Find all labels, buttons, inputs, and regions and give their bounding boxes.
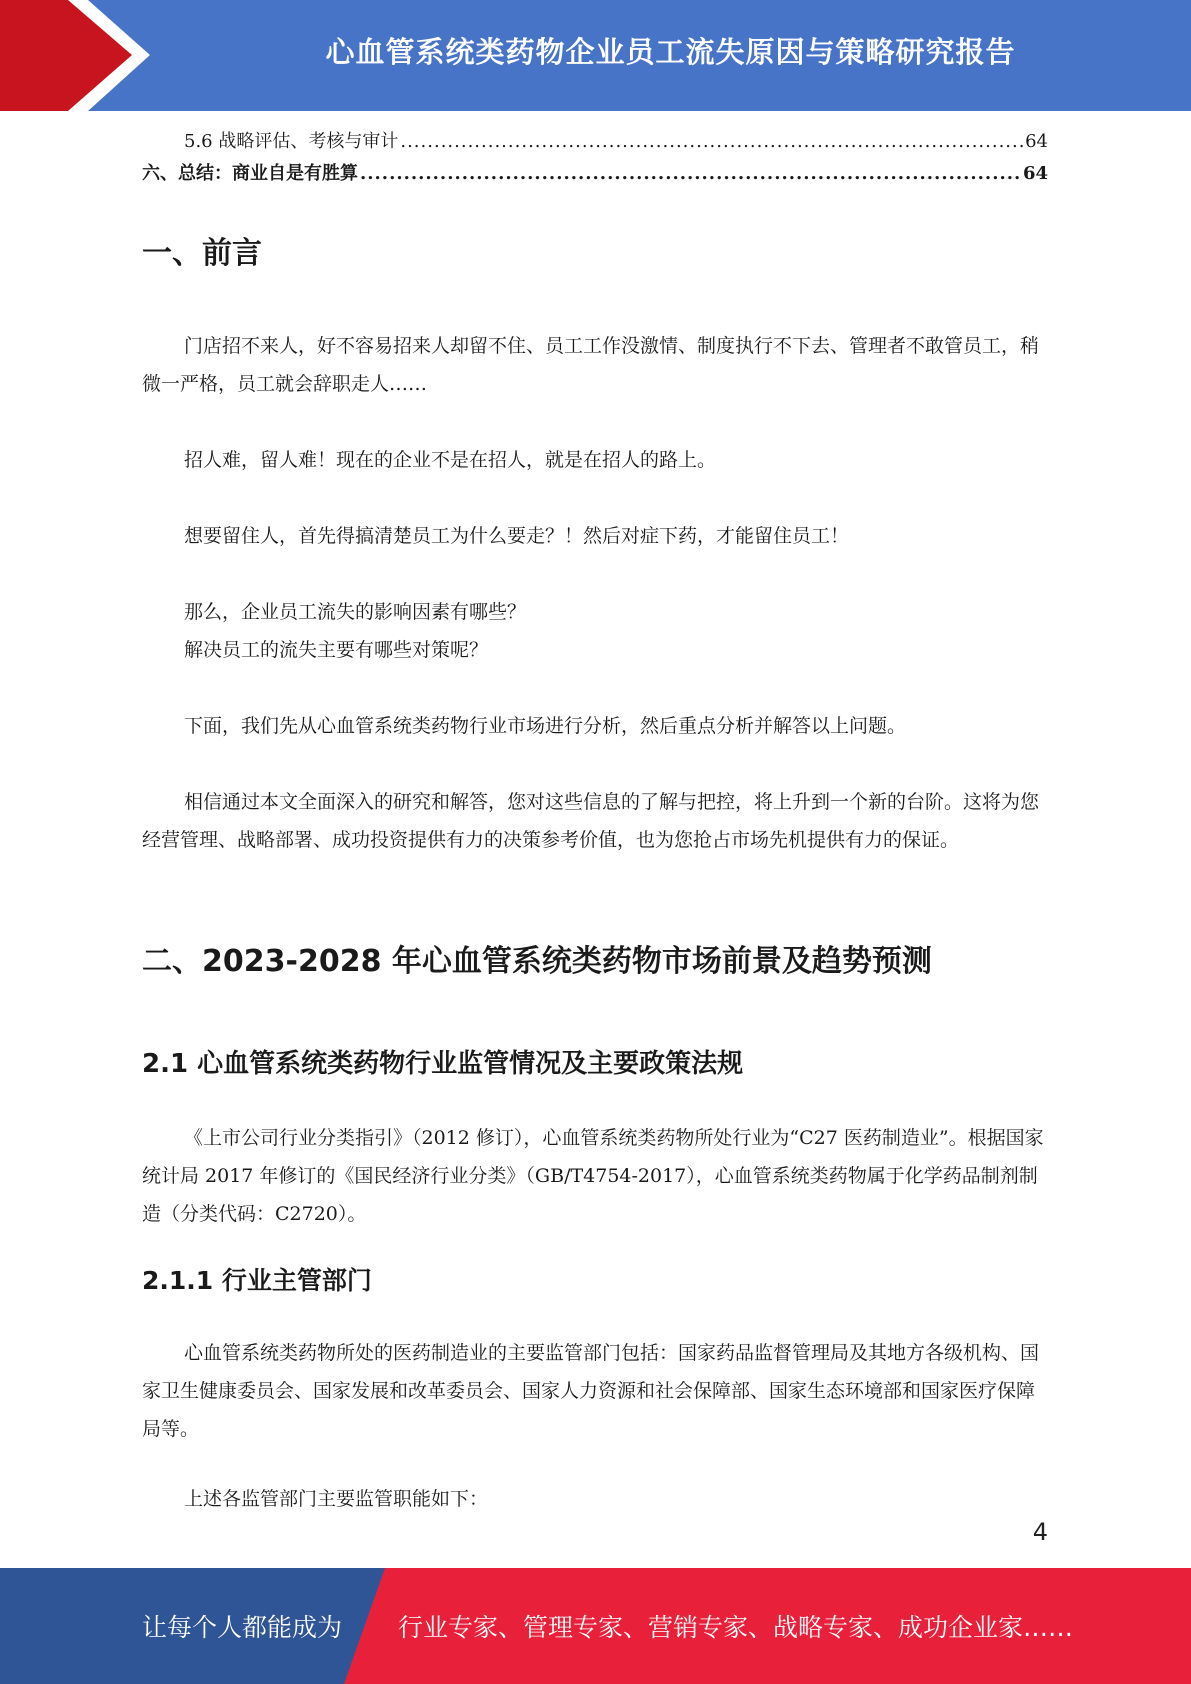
section-heading-market-outlook: 二、2023-2028 年心血管系统类药物市场前景及趋势预测: [142, 944, 932, 979]
paragraph: 想要留住人，首先得搞清楚员工为什么要走？！然后对症下药，才能留住员工！: [184, 525, 850, 547]
section-heading-preface: 一、前言: [142, 236, 262, 271]
toc-entry-page: 64: [1025, 131, 1048, 152]
paragraph: 门店招不来人，好不容易招来人却留不住、员工工作没激情、制度执行不下去、管理者不敢管员工，稍微一严格，员工就会辞职走人……: [142, 335, 1040, 395]
header-arrow-graphic: [0, 0, 160, 111]
paragraph: 心血管系统类药物所处的医药制造业的主要监管部门包括：国家药品监督管理局及其地方各级机构、国家卫生健康委员会、国家发展和改革委员会、国家人力资源和社会保障部、国家生态环境部和国家医疗保障局等。: [142, 1342, 1040, 1440]
toc-entry-label: 六、总结：商业自是有胜算: [142, 163, 358, 184]
toc-entry[interactable]: [142, 162, 1048, 186]
subsection-heading-authorities: 2.1.1 行业主管部门: [142, 1266, 372, 1295]
header-red-chevron: [0, 0, 132, 111]
paragraph: 那么，企业员工流失的影响因素有哪些？: [184, 601, 527, 623]
toc-entry-page: 64: [1022, 163, 1048, 184]
toc-leader-dots: [400, 130, 1023, 154]
paragraph: 上述各监管部门主要监管职能如下：: [184, 1488, 489, 1510]
toc-entry[interactable]: [142, 130, 1048, 154]
page-number: 4: [1032, 1518, 1048, 1546]
page-footer: [0, 1568, 1191, 1684]
page-header: [0, 0, 1191, 111]
paragraph: 相信通过本文全面深入的研究和解答，您对这些信息的了解与把控，将上升到一个新的台阶。这将为您经营管理、战略部署、成功投资提供有力的决策参考价值，也为您抢占市场先机提供有力的保证。: [142, 791, 1040, 851]
footer-slogan-right: 行业专家、管理专家、营销专家、战略专家、成功企业家……: [398, 1613, 1074, 1642]
paragraph: 《上市公司行业分类指引》（2012 修订），心血管系统类药物所处行业为“C27 医药制造业”。根据国家统计局 2017 年修订的《国民经济行业分类》（GB/T4754-2017），心血管系统类药物属于化学药品制剂制造（分类代码：C2720）。: [142, 1127, 1044, 1225]
footer-slogan-left: 让每个人都能成为: [142, 1613, 343, 1642]
header-title: 心血管系统类药物企业员工流失原因与策略研究报告: [325, 34, 1016, 69]
paragraph: 招人难，留人难！现在的企业不是在招人，就是在招人的路上。: [184, 449, 717, 471]
toc-entry-label: 5.6 战略评估、考核与审计: [184, 131, 399, 152]
paragraph: 下面，我们先从心血管系统类药物行业市场进行分析，然后重点分析并解答以上问题。: [184, 715, 907, 737]
subsection-heading-regulation: 2.1 心血管系统类药物行业监管情况及主要政策法规: [142, 1049, 744, 1079]
paragraph: 解决员工的流失主要有哪些对策呢？: [184, 639, 489, 661]
toc-leader-dots: [360, 162, 1021, 186]
